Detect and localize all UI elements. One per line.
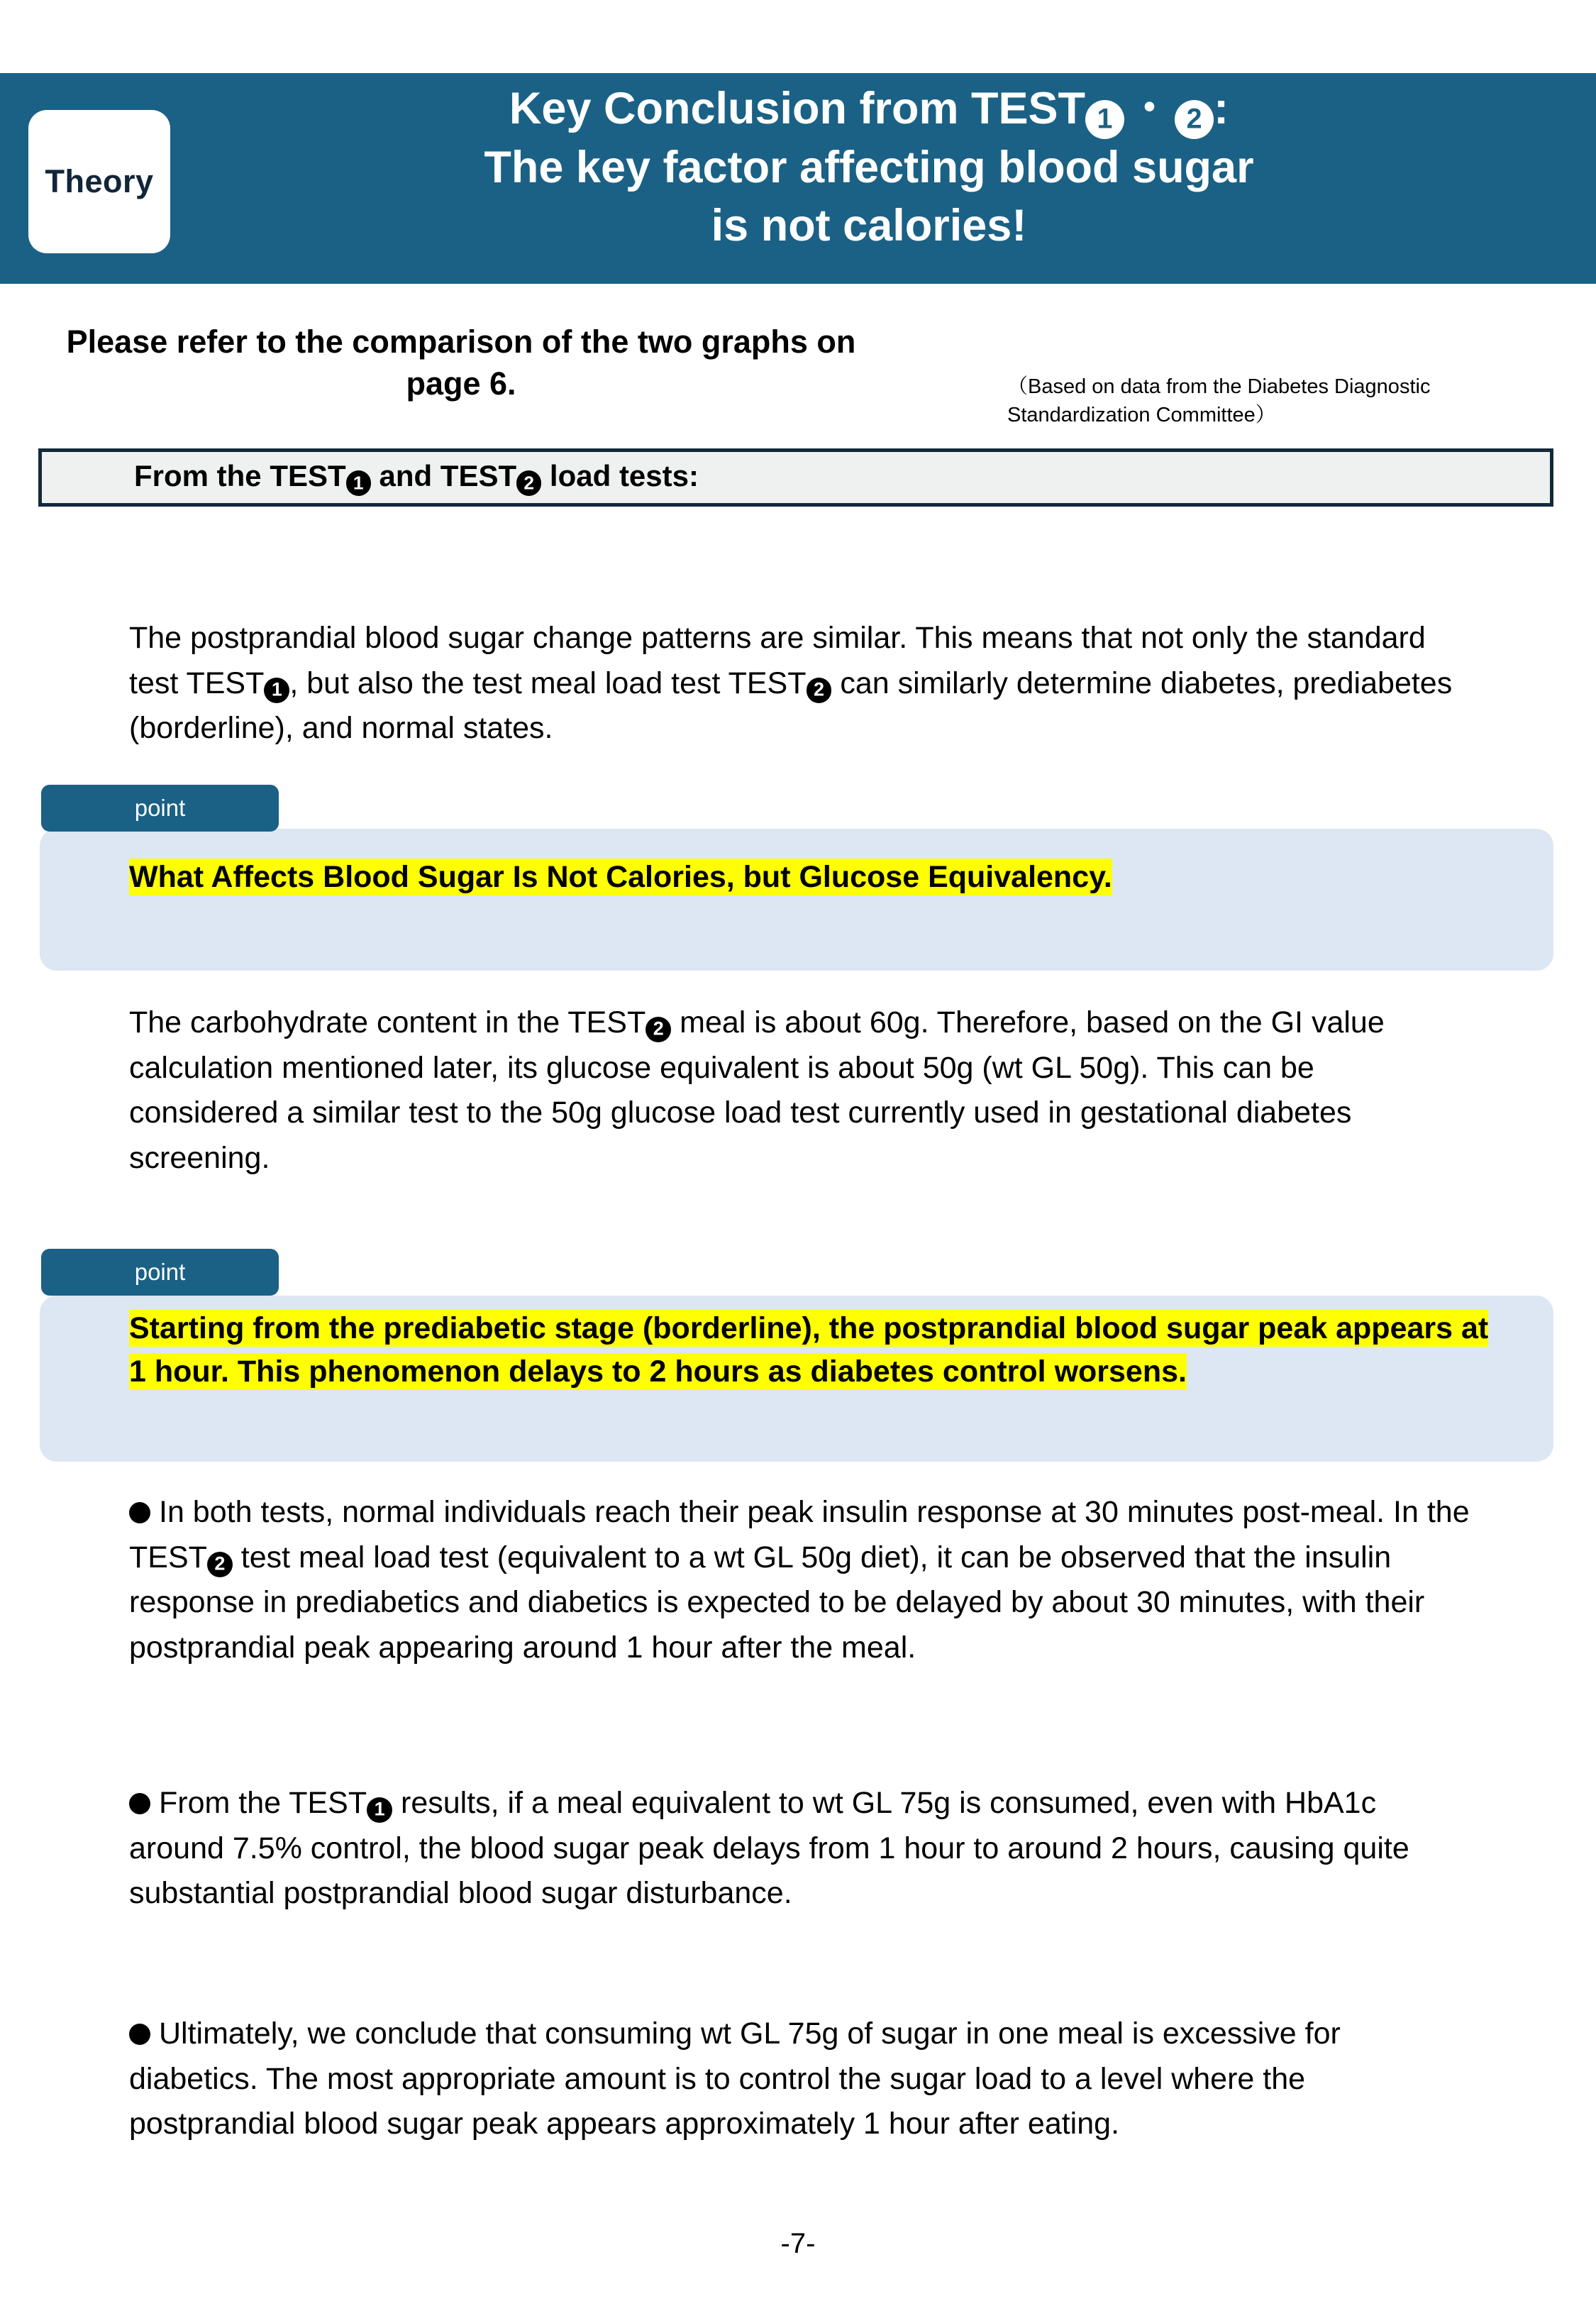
point-callout-1-tab-label: point — [134, 795, 186, 821]
circled-number-2-icon: 2 — [207, 1552, 233, 1577]
statement-suffix: load tests: — [541, 459, 699, 493]
point-callout-2-highlighted-text: Starting from the prediabetic stage (borderline), the postprandial blood sugar peak appears at 1 hour. This phenomenon delays to 2 hours as diabetes control worsens. — [129, 1311, 1489, 1389]
subheading-line-1: Please refer to the comparison of the two — [66, 324, 693, 360]
load-tests-statement-text — [42, 459, 699, 495]
bullet-item-hba1c-peak-delay — [129, 1781, 1477, 1916]
paragraph-2-part-a: The carbohydrate content in the TEST — [129, 1005, 646, 1039]
circled-number-2-icon: 2 — [1175, 100, 1214, 139]
circled-number-1-icon: 1 — [264, 678, 289, 703]
point-callout-1-body — [40, 829, 1553, 971]
paragraph-similar-patterns — [129, 616, 1463, 751]
circled-number-2-icon: 2 — [807, 678, 832, 703]
paragraph-1-part-b: , but also the test meal load test TEST — [289, 666, 807, 700]
point-callout-1-highlighted-text: What Affects Blood Sugar Is Not Calories, but Glucose Equivalency. — [129, 860, 1112, 894]
statement-prefix: From the TEST — [134, 459, 346, 493]
page-title-line-1-prefix: Key Conclusion from TEST — [509, 84, 1085, 133]
page-title-line-1 — [184, 80, 1553, 139]
circled-number-1-icon: 1 — [367, 1797, 392, 1823]
theory-badge-label: Theory — [45, 163, 154, 199]
bullet-item-insulin-response — [129, 1490, 1477, 1671]
bullet-1-part-a: In both tests, normal individuals reach their peak insulin response at 30 minutes post-meal. In the TEST — [129, 1495, 1470, 1574]
point-callout-2-tab-label: point — [134, 1259, 186, 1285]
load-tests-statement-box — [38, 448, 1553, 507]
bullet-dot-icon — [129, 1793, 150, 1814]
point-callout-2-text — [129, 1307, 1505, 1394]
point-callout-2-tab — [41, 1249, 279, 1296]
statement-middle: and TEST — [370, 459, 517, 493]
page-title-line-2: The key factor affecting blood sugar — [484, 142, 1254, 192]
page-title-line-1-suffix: : — [1214, 84, 1229, 133]
bullet-item-conclusion — [129, 2012, 1477, 2147]
page-title-line-3: is not calories! — [711, 200, 1027, 250]
paragraph-2-part-b: meal is about 60g. Therefore, based on the GI value calculation mentioned later, its glucose equivalent is about 50g (wt GL 50g). This can be considered a similar test to the 50g glucose load test currently used in gestational diabetes screening. — [129, 1005, 1385, 1175]
paragraph-1-part-c: can similarly determine diabetes, prediabetes (borderline), and normal states. — [129, 666, 1453, 746]
bullet-2-part-a: From the TEST — [159, 1786, 367, 1820]
subheading — [43, 321, 880, 405]
bullet-dot-icon — [129, 2024, 150, 2045]
page-title — [184, 80, 1553, 255]
paragraph-carbohydrate-content — [129, 1000, 1463, 1181]
bullet-dot-icon — [129, 1502, 150, 1523]
point-callout-1-tab — [41, 785, 279, 832]
source-attribution-note: （Based on data from the Diabetes Diagnostic Standardization Committee） — [1007, 375, 1431, 427]
title-separator: ・ — [1127, 84, 1173, 133]
circled-number-1-icon: 1 — [346, 470, 371, 495]
circled-number-2-icon: 2 — [645, 1017, 671, 1042]
subheading-line-2: graphs on page 6. — [406, 324, 856, 402]
theory-badge — [28, 110, 170, 253]
bullet-1-part-b: test meal load test (equivalent to a wt GL 50g diet), it can be observed that the insulin response in prediabetics and diabetics is expected to be delayed by about 30 minutes, with their postprandial peak appearing around 1 hour after the meal. — [129, 1540, 1425, 1665]
bullet-2-part-b: results, if a meal equivalent to wt GL 75g is consumed, even with HbA1c around 7.5% control, the blood sugar peak delays from 1 hour to around 2 hours, causing quite substantial postprandial blood sugar disturbance. — [129, 1786, 1409, 1911]
paragraph-1-part-a: The postprandial blood sugar change patterns are similar. This means that not only the standard test TEST — [129, 621, 1426, 700]
circled-number-2-icon: 2 — [516, 470, 541, 495]
circled-number-1-icon: 1 — [1085, 100, 1124, 139]
page-number: -7- — [780, 2228, 816, 2259]
point-callout-1-text — [129, 856, 1505, 899]
bullet-3-text: Ultimately, we conclude that consuming wt GL 75g of sugar in one meal is excessive for diabetics. The most appropriate amount is to control the sugar load to a level where the postprandial blood sugar peak appears approximately 1 hour after eating. — [129, 2017, 1341, 2141]
